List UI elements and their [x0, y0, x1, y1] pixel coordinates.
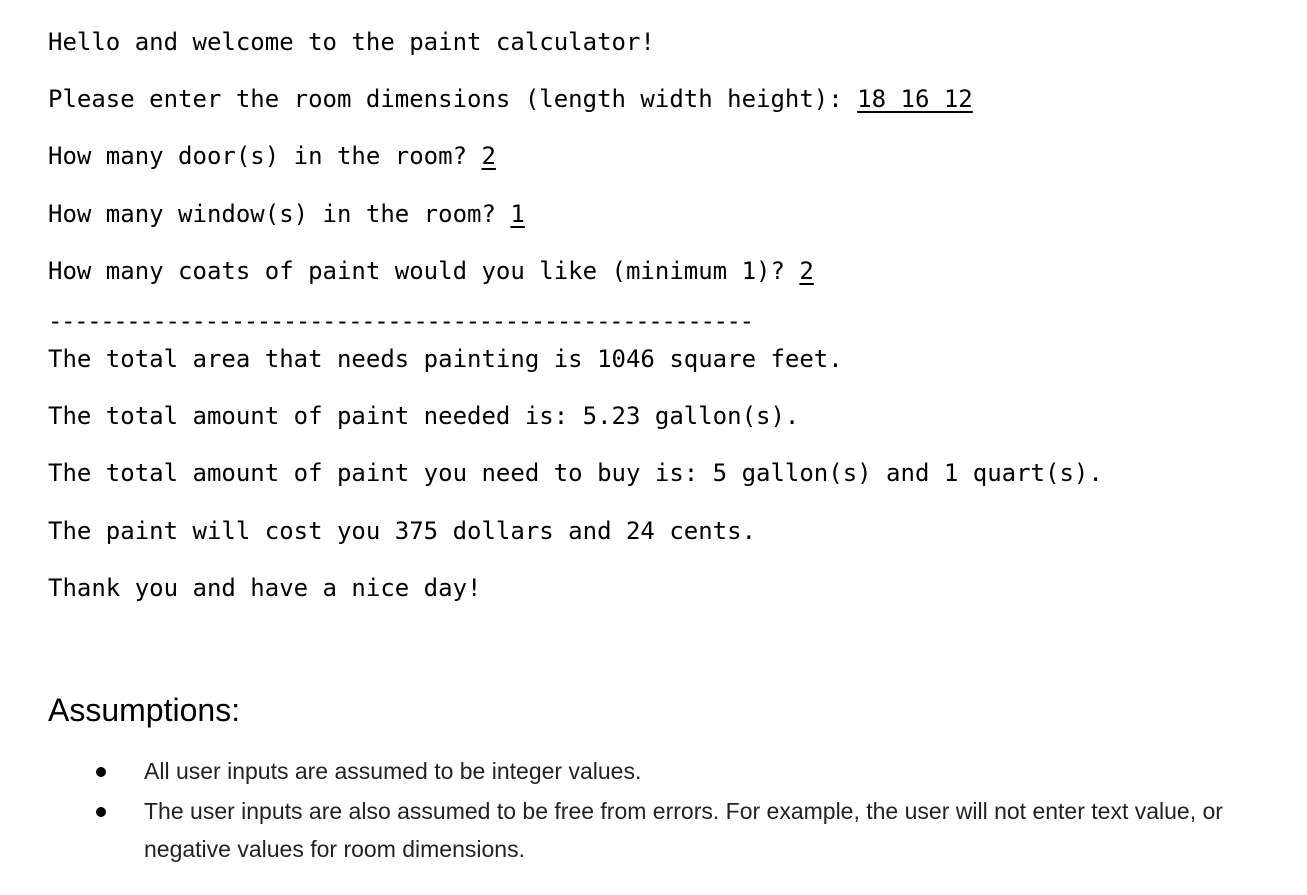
windows-prompt: How many window(s) in the room?: [48, 200, 511, 228]
coats-input: 2: [799, 257, 814, 285]
dimensions-input: 18 16 12: [857, 85, 973, 113]
bullet-icon: [96, 767, 106, 777]
farewell-line: Thank you and have a nice day!: [48, 574, 482, 602]
dimensions-prompt: Please enter the room dimensions (length width height):: [48, 85, 858, 113]
coats-prompt: How many coats of paint would you like (minimum 1)?: [48, 257, 800, 285]
paint-buy-line: The total amount of paint you need to buy is: 5 gallon(s) and 1 quart(s).: [48, 459, 1103, 487]
separator-line: ------------------------------------------------------: [48, 307, 753, 335]
list-item-text: The user inputs are also assumed to be free from errors. For example, the user will not enter text value, or negative values for room dimensions.: [144, 798, 1223, 862]
greeting-line: [48, 22, 655, 62]
assumptions-list: [96, 752, 1276, 870]
cost-line: The paint will cost you 375 dollars and 24 cents.: [48, 517, 757, 545]
doors-line: [48, 136, 496, 176]
doors-input: 2: [481, 142, 496, 170]
windows-input: 1: [510, 200, 525, 228]
doors-prompt: How many door(s) in the room?: [48, 142, 482, 170]
area-line: The total area that needs painting is 1046 square feet.: [48, 345, 843, 373]
dimensions-line: [48, 79, 973, 119]
list-item-text: All user inputs are assumed to be integer values.: [144, 758, 642, 784]
bullet-icon: [96, 807, 106, 817]
list-item: [96, 752, 1276, 790]
assumptions-heading: Assumptions:: [48, 692, 241, 728]
greeting-text: Hello and welcome to the paint calculator!: [48, 28, 655, 56]
coats-line: [48, 251, 814, 291]
windows-line: [48, 194, 525, 234]
list-item: [96, 792, 1276, 868]
paint-needed-line: The total amount of paint needed is: 5.23 gallon(s).: [48, 402, 800, 430]
